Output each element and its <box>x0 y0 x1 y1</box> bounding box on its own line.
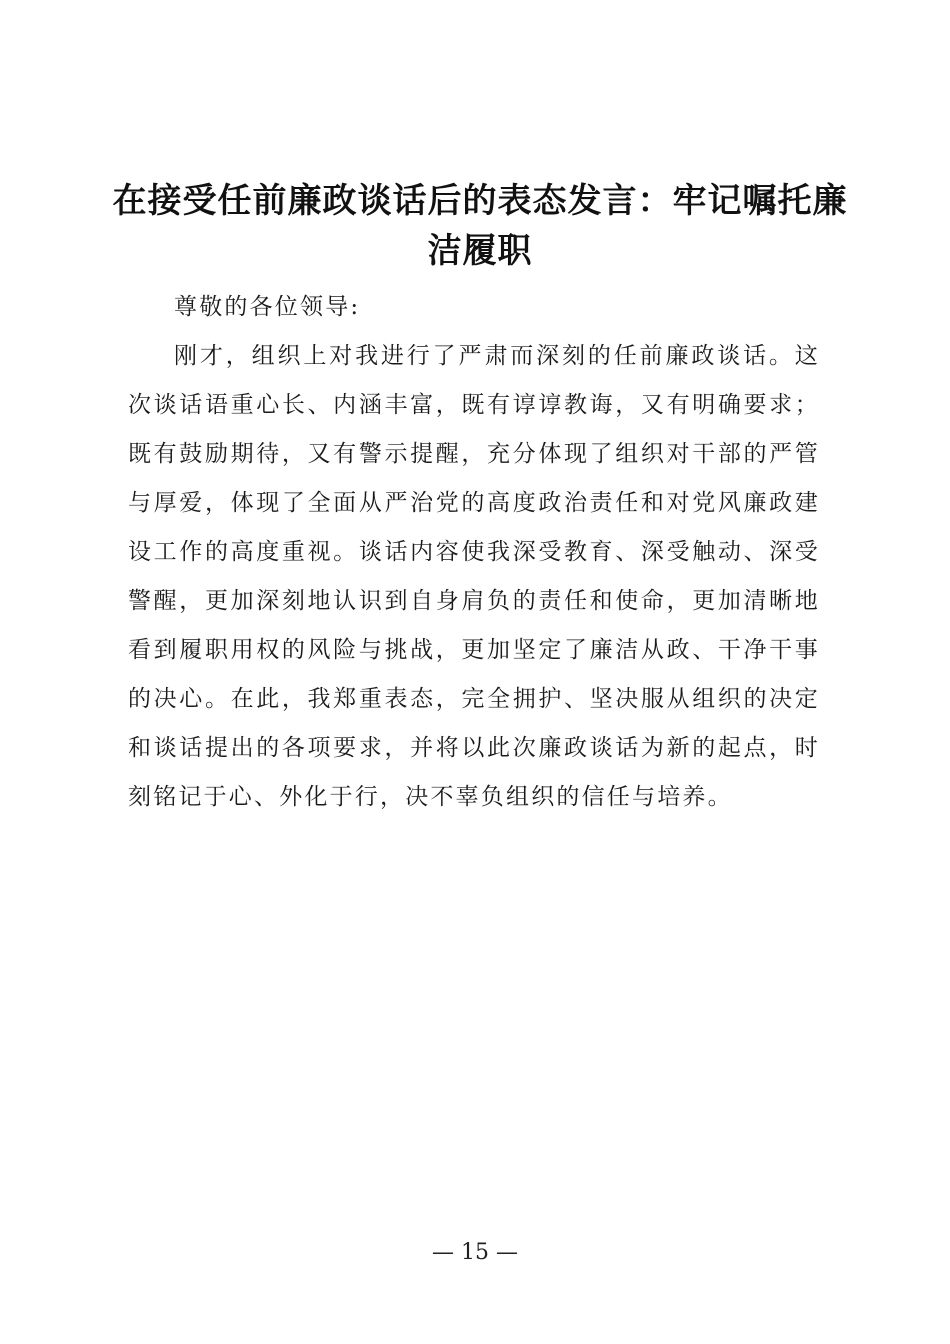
salutation: 尊敬的各位领导: <box>174 294 361 320</box>
body-paragraph: 刚才，组织上对我进行了严肃而深刻的任前廉政谈话。这次谈话语重心长、内涵丰富，既有谆谆教诲，又有明确要求；既有鼓励期待，又有警示提醒，充分体现了组织对干部的严管与厚爱，体现了全面从严治党的高度政治责任和对党风廉政建设工作的高度重视。谈话内容使我深受教育、深受触动、深受警醒，更加深刻地认识到自身肩负的责任和使命，更加清晰地看到履职用权的风险与挑战，更加坚定了廉洁从政、干净干事的决心。在此，我郑重表态，完全拥护、坚决服从组织的决定和谈话提出的各项要求，并将以此次廉政谈话为新的起点，时刻铭记于心、外化于行，决不辜负组织的信任与培养。 <box>128 343 820 810</box>
document-body <box>128 283 820 822</box>
page-number: — 15 — <box>432 1240 518 1265</box>
document-title: 在接受任前廉政谈话后的表态发言：牢记嘱托廉洁履职 <box>112 181 848 271</box>
